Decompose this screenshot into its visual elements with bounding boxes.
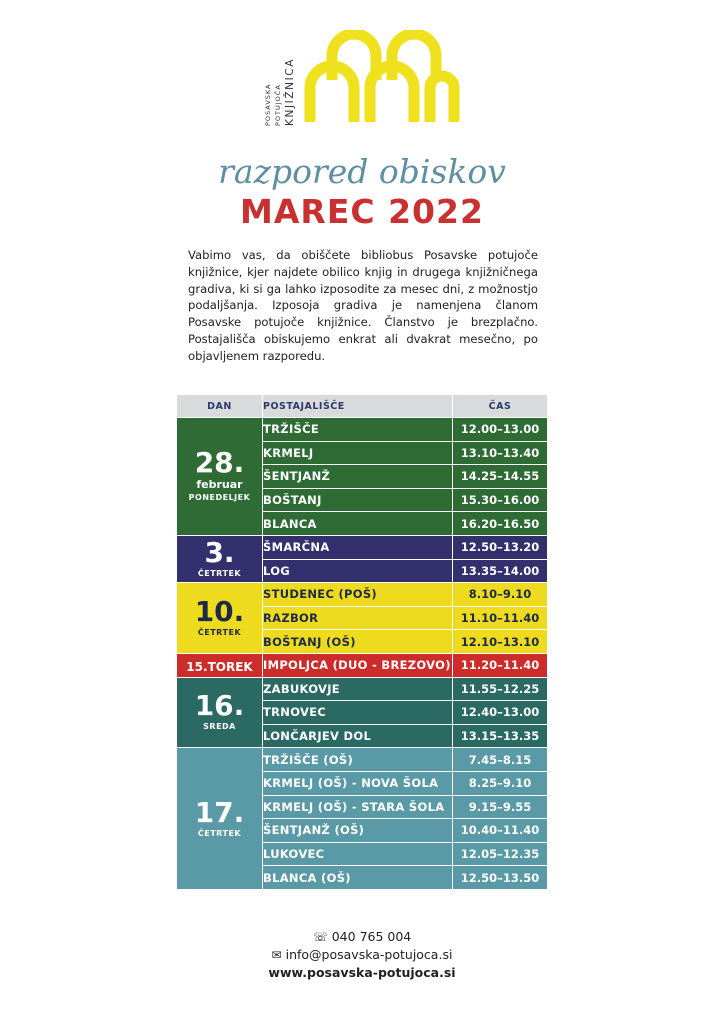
table-row: [177, 653, 548, 677]
stop-time: 13.10–13.40: [453, 441, 548, 465]
stop-name: KRMELJ (OŠ) - NOVA ŠOLA: [263, 771, 453, 795]
stop-name: BOŠTANJ: [263, 488, 453, 512]
stop-time: 12.50–13.50: [453, 866, 548, 890]
day-weekday: ČETRTEK: [197, 628, 242, 638]
day-cell: [177, 748, 263, 890]
day-number: 28.: [194, 446, 245, 480]
day-cell: [177, 583, 263, 654]
day-cell: [177, 535, 263, 582]
stop-name: LUKOVEC: [263, 842, 453, 866]
stop-time: 12.05–12.35: [453, 842, 548, 866]
day-weekday: PONEDELJEK: [188, 493, 251, 503]
day-weekday: SREDA: [203, 722, 236, 732]
logo-line-2: POTUJOČA: [274, 84, 282, 126]
stop-time: 8.25–9.10: [453, 771, 548, 795]
stop-time: 8.10–9.10: [453, 583, 548, 607]
stop-time: 12.00–13.00: [453, 418, 548, 442]
stop-time: 16.20–16.50: [453, 512, 548, 536]
stop-time: 14.25–14.55: [453, 465, 548, 489]
stop-time: 11.10–11.40: [453, 606, 548, 630]
contact-block: [0, 928, 724, 982]
day-number: 10.: [194, 595, 245, 629]
day-cell: [177, 653, 263, 677]
day-weekday: ČETRTEK: [197, 828, 242, 838]
schedule-title: MAREC 2022: [240, 192, 484, 231]
day-weekday: TOREK: [207, 659, 253, 674]
stop-name: BOŠTANJ (OŠ): [263, 630, 453, 654]
table-row: [177, 418, 548, 442]
schedule-table: [176, 394, 548, 890]
logo-line-3: KNJIŽNICA: [284, 58, 296, 126]
email-address[interactable]: info@posavska-potujoca.si: [285, 947, 453, 962]
stop-time: 9.15–9.55: [453, 795, 548, 819]
table-row: [177, 677, 548, 701]
email-line[interactable]: [0, 946, 724, 964]
table-row: [177, 748, 548, 772]
stop-name: TRŽIŠČE: [263, 418, 453, 442]
phone-icon: ☏: [312, 930, 328, 944]
stop-name: BLANCA: [263, 512, 453, 536]
header-day: DAN: [177, 395, 263, 418]
schedule-subtitle: razpored obiskov: [218, 152, 506, 191]
stop-name: TRŽIŠČE (OŠ): [263, 748, 453, 772]
stop-name: TRNOVEC: [263, 701, 453, 725]
stop-name: IMPOLJCA (DUO - BREZOVO): [263, 653, 453, 677]
table-row: [177, 583, 548, 607]
stop-time: 13.35–14.00: [453, 559, 548, 583]
header-time: ČAS: [453, 395, 548, 418]
day-weekday: ČETRTEK: [197, 569, 242, 579]
stop-time: 12.50–13.20: [453, 535, 548, 559]
table-header-row: [177, 395, 548, 418]
stop-name: STUDENEC (POŠ): [263, 583, 453, 607]
stop-name: KRMELJ: [263, 441, 453, 465]
stop-time: 15.30–16.00: [453, 488, 548, 512]
phone-line: [0, 928, 724, 946]
day-number: 3.: [204, 536, 235, 570]
schedule-body: [177, 418, 548, 890]
stop-name: RAZBOR: [263, 606, 453, 630]
day-number: 15.: [186, 659, 208, 674]
phone-number: 040 765 004: [331, 929, 412, 944]
header-stop: POSTAJALIŠČE: [263, 395, 453, 418]
day-cell: [177, 418, 263, 536]
stop-time: 10.40–11.40: [453, 819, 548, 843]
stop-name: ŠENTJANŽ: [263, 465, 453, 489]
day-number: 17.: [194, 795, 245, 829]
stop-time: 12.40–13.00: [453, 701, 548, 725]
intro-paragraph: Vabimo vas, da obiščete bibliobus Posavske potujoče knjižnice, kjer najdete obilico knjig in drugega knjižničnega gradiva, ki si ga lahko izposodite za mesec dni, z možnostjo podaljšanja. Izposoja gradiva je namenjena članom Posavske potujoče knjižnice. Članstvo je brezplačno. Postajališča obiskujemo enkrat ali dvakrat mesečno, po objavljenem razporedu.: [188, 248, 538, 363]
stop-name: LONČARJEV DOL: [263, 724, 453, 748]
stop-name: ZABUKOVJE: [263, 677, 453, 701]
table-row: [177, 535, 548, 559]
stop-time: 13.15–13.35: [453, 724, 548, 748]
stop-name: ŠMARČNA: [263, 535, 453, 559]
day-cell: [177, 677, 263, 748]
stop-name: KRMELJ (OŠ) - STARA ŠOLA: [263, 795, 453, 819]
stop-name: BLANCA (OŠ): [263, 866, 453, 890]
stop-name: ŠENTJANŽ (OŠ): [263, 819, 453, 843]
stop-time: 11.20–11.40: [453, 653, 548, 677]
day-number: 16.: [194, 689, 245, 723]
day-month: februar: [196, 478, 243, 492]
stop-time: 12.10–13.10: [453, 630, 548, 654]
stop-time: 7.45–8.15: [453, 748, 548, 772]
website-link[interactable]: www.posavska-potujoca.si: [268, 965, 456, 980]
stop-name: LOG: [263, 559, 453, 583]
logo-line-1: POSAVSKA: [264, 83, 272, 126]
stop-time: 11.55–12.25: [453, 677, 548, 701]
mail-icon: ✉: [271, 948, 282, 962]
logo-wordmark: [262, 38, 302, 126]
